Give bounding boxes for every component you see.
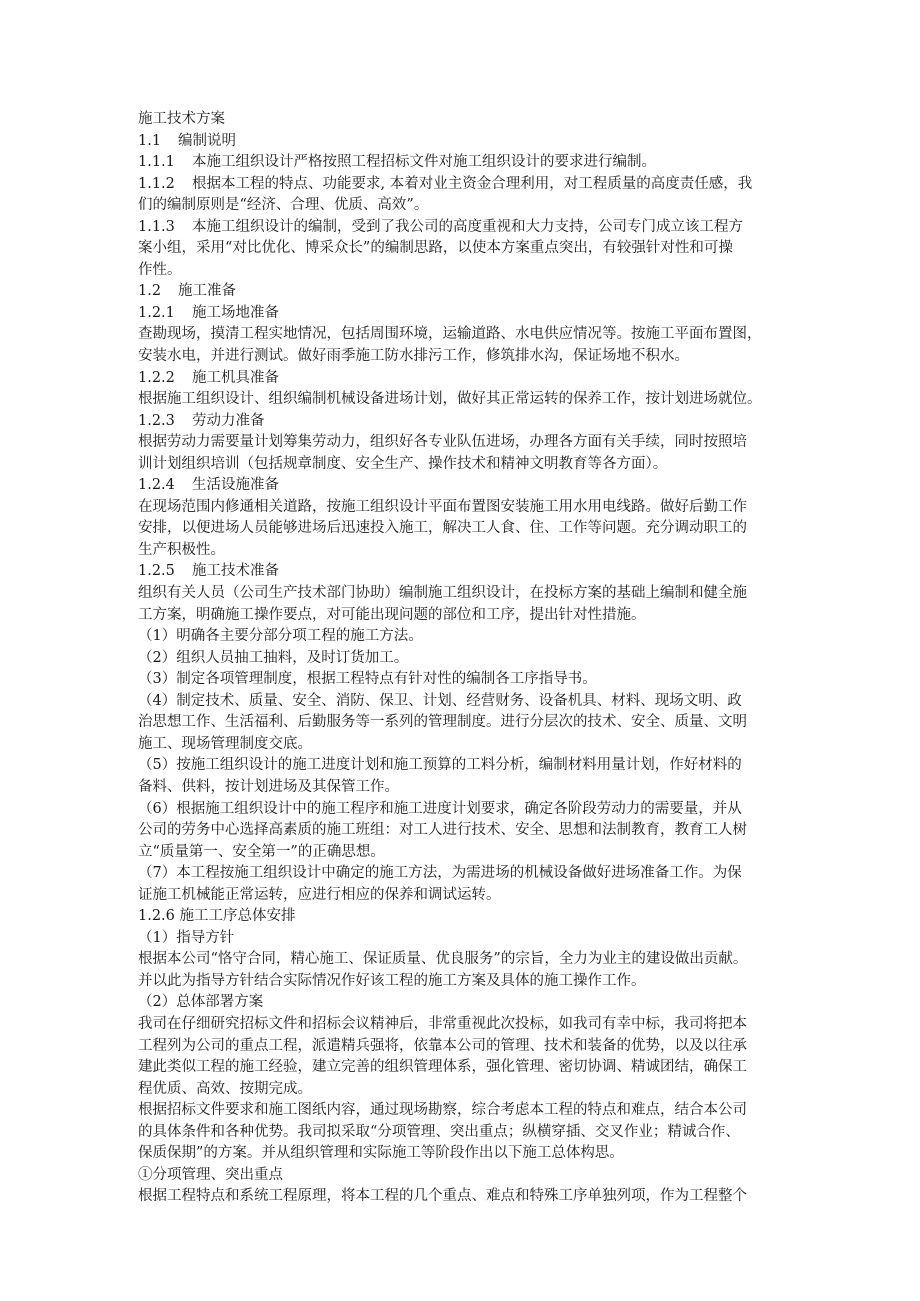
paragraph-line: 并以此为指导方针结合实际情况作好该工程的施工方案及具体的施工操作工作。 xyxy=(138,972,646,989)
paragraph-line: 根据施工组织设计、组织编制机械设备进场计划，做好其正常运转的保养工作，按计划进场就位。 xyxy=(138,391,762,408)
document-body xyxy=(138,109,788,1208)
paragraph-line: 们的编制原则是“经济、合理、优质、高效”。 xyxy=(138,197,429,214)
paragraph-line: 的具体条件和各种优势。我司拟采取“分项管理、突出重点；纵横穿插、交叉作业；精诚合作、 xyxy=(138,1123,740,1140)
section-number: 1.1.3 xyxy=(138,218,175,235)
paragraph-line: 建此类似工程的施工经验，建立完善的组织管理体系，强化管理、密切协调、精诚团结，确保工 xyxy=(138,1059,747,1076)
paragraph-text: 根据本工程的特点、功能要求, 本着对业主资金合理利用，对工程质量的高度责任感，我 xyxy=(192,175,753,192)
document-title: 施工技术方案 xyxy=(138,111,225,127)
list-item: （2）总体部署方案 xyxy=(138,994,264,1011)
paragraph-line: 立“质量第一、安全第一”的正确思想。 xyxy=(138,843,385,860)
section-number: 1.2.2 xyxy=(138,369,175,386)
paragraph-text: 本施工组织设计的编制，受到了我公司的高度重视和大力支持，公司专门成立该工程方 xyxy=(192,218,743,235)
paragraph-line: 备料、供料，按计划进场及其保管工作。 xyxy=(138,778,399,795)
paragraph-line: 公司的劳务中心选择高素质的施工班组：对工人进行技术、安全、思想和法制教育，教育工人树 xyxy=(138,822,747,839)
section-number: 1.1 xyxy=(138,132,162,149)
list-item: （5）按施工组织设计的施工进度计划和施工预算的工料分析，编制材料用量计划，作好材料的 xyxy=(138,757,742,774)
list-item: （4）制定技术、质量、安全、消防、保卫、计划、经营财务、设备机具、材料、现场文明、政 xyxy=(138,692,742,709)
paragraph-text: 本施工组织设计严格按照工程招标文件对施工组织设计的要求进行编制。 xyxy=(192,154,656,171)
section-heading xyxy=(138,131,788,153)
numbered-paragraph xyxy=(138,174,788,196)
paragraph-line: 训计划组织培训（包括规章制度、安全生产、操作技术和精神文明教育等各方面）。 xyxy=(138,455,668,472)
section-number: 1.2.1 xyxy=(138,304,175,321)
list-item: （7）本工程按施工组织设计中确定的施工方法，为需进场的机械设备做好进场准备工作。为保 xyxy=(138,865,742,882)
paragraph-line: 生产积极性。 xyxy=(138,541,225,558)
paragraph-line: 安排，以便进场人员能够进场后迅速投入施工，解决工人食、住、工作等问题。充分调动职工的 xyxy=(138,520,747,537)
paragraph-line: 治思想工作、生活福利、后勤服务等一系列的管理制度。进行分层次的技术、安全、质量、文明 xyxy=(138,714,747,731)
section-title: 劳动力准备 xyxy=(192,412,265,429)
list-item: （1）明确各主要分部分项工程的施工方法。 xyxy=(138,628,423,645)
subsection-heading xyxy=(138,561,788,583)
subsection-heading xyxy=(138,411,788,433)
section-title: 编制说明 xyxy=(178,132,236,149)
paragraph-line: 作性。 xyxy=(138,261,182,278)
section-title: 生活设施准备 xyxy=(192,477,279,494)
subsection-heading: 1.2.6 施工工序总体安排 xyxy=(138,908,296,925)
paragraph-line: 工程列为公司的重点工程，派遣精兵强将，依靠本公司的管理、技术和装备的优势，以及以往承 xyxy=(138,1037,747,1054)
section-number: 1.2.5 xyxy=(138,563,175,580)
paragraph-line: 根据工程特点和系统工程原理，将本工程的几个重点、难点和特殊工序单独列项，作为工程整个 xyxy=(138,1188,747,1205)
section-title: 施工机具准备 xyxy=(192,369,279,386)
subsection-heading xyxy=(138,475,788,497)
paragraph-line: 证施工机械能正常运转，应进行相应的保养和调试运转。 xyxy=(138,886,501,903)
paragraph-line: 在现场范围内修通相关道路，按施工组织设计平面布置图安装施工用水用电线路。做好后勤工作 xyxy=(138,498,747,515)
paragraph-line: 案小组，采用“对比优化、博采众长”的编制思路，以使本方案重点突出，有较强针对性和可操 xyxy=(138,240,733,257)
numbered-paragraph xyxy=(138,217,788,239)
section-number: 1.1.1 xyxy=(138,154,175,171)
paragraph-line: 根据劳动力需要量计划筹集劳动力，组织好各专业队伍进场，办理各方面有关手续，同时按照培 xyxy=(138,434,747,451)
section-title: 施工准备 xyxy=(178,283,236,300)
paragraph-line: 我司在仔细研究招标文件和招标会议精神后，非常重视此次投标，如我司有幸中标，我司将把本 xyxy=(138,1015,747,1032)
section-title: 施工场地准备 xyxy=(192,304,279,321)
section-number: 1.2.4 xyxy=(138,477,175,494)
section-number: 1.2.3 xyxy=(138,412,175,429)
list-item: （6）根据施工组织设计中的施工程序和施工进度计划要求，确定各阶段劳动力的需要量，并从 xyxy=(138,800,742,817)
subsection-heading xyxy=(138,368,788,390)
subsection-heading xyxy=(138,303,788,325)
list-item: （1）指导方针 xyxy=(138,929,235,946)
paragraph-line: 安装水电，并进行测试。做好雨季施工防水排污工作，修筑排水沟，保证场地不积水。 xyxy=(138,348,689,365)
list-item: ①分项管理、突出重点 xyxy=(138,1166,283,1183)
paragraph-line: 施工、现场管理制度交底。 xyxy=(138,735,312,752)
paragraph-line: 组织有关人员（公司生产技术部门协助）编制施工组织设计，在投标方案的基础上编制和健全施 xyxy=(138,585,747,602)
paragraph-line: 根据本公司“恪守合同，精心施工、保证质量、优良服务”的宗旨，全力为业主的建设做出贡献。 xyxy=(138,951,748,968)
paragraph-line: 根据招标文件要求和施工图纸内容，通过现场勘察，综合考虑本工程的特点和难点，结合本公司 xyxy=(138,1102,747,1119)
paragraph-line: 程优质、高效、按期完成。 xyxy=(138,1080,312,1097)
list-item: （3）制定各项管理制度，根据工程特点有针对性的编制各工序指导书。 xyxy=(138,671,597,688)
paragraph-line: 查勘现场，摸清工程实地情况，包括周围环境，运输道路、水电供应情况等。按施工平面布置图， xyxy=(138,326,762,343)
numbered-paragraph xyxy=(138,152,788,174)
list-item: （2）组织人员抽工抽料，及时订货加工。 xyxy=(138,649,409,666)
section-heading xyxy=(138,281,788,303)
section-number: 1.1.2 xyxy=(138,175,175,192)
paragraph-line: 保质保期”的方案。并从组织管理和实际施工等阶段作出以下施工总体构思。 xyxy=(138,1145,624,1162)
section-title: 施工技术准备 xyxy=(192,563,279,580)
section-number: 1.2 xyxy=(138,283,162,300)
paragraph-line: 工方案，明确施工操作要点，对可能出现问题的部位和工序，提出针对性措施。 xyxy=(138,606,646,623)
